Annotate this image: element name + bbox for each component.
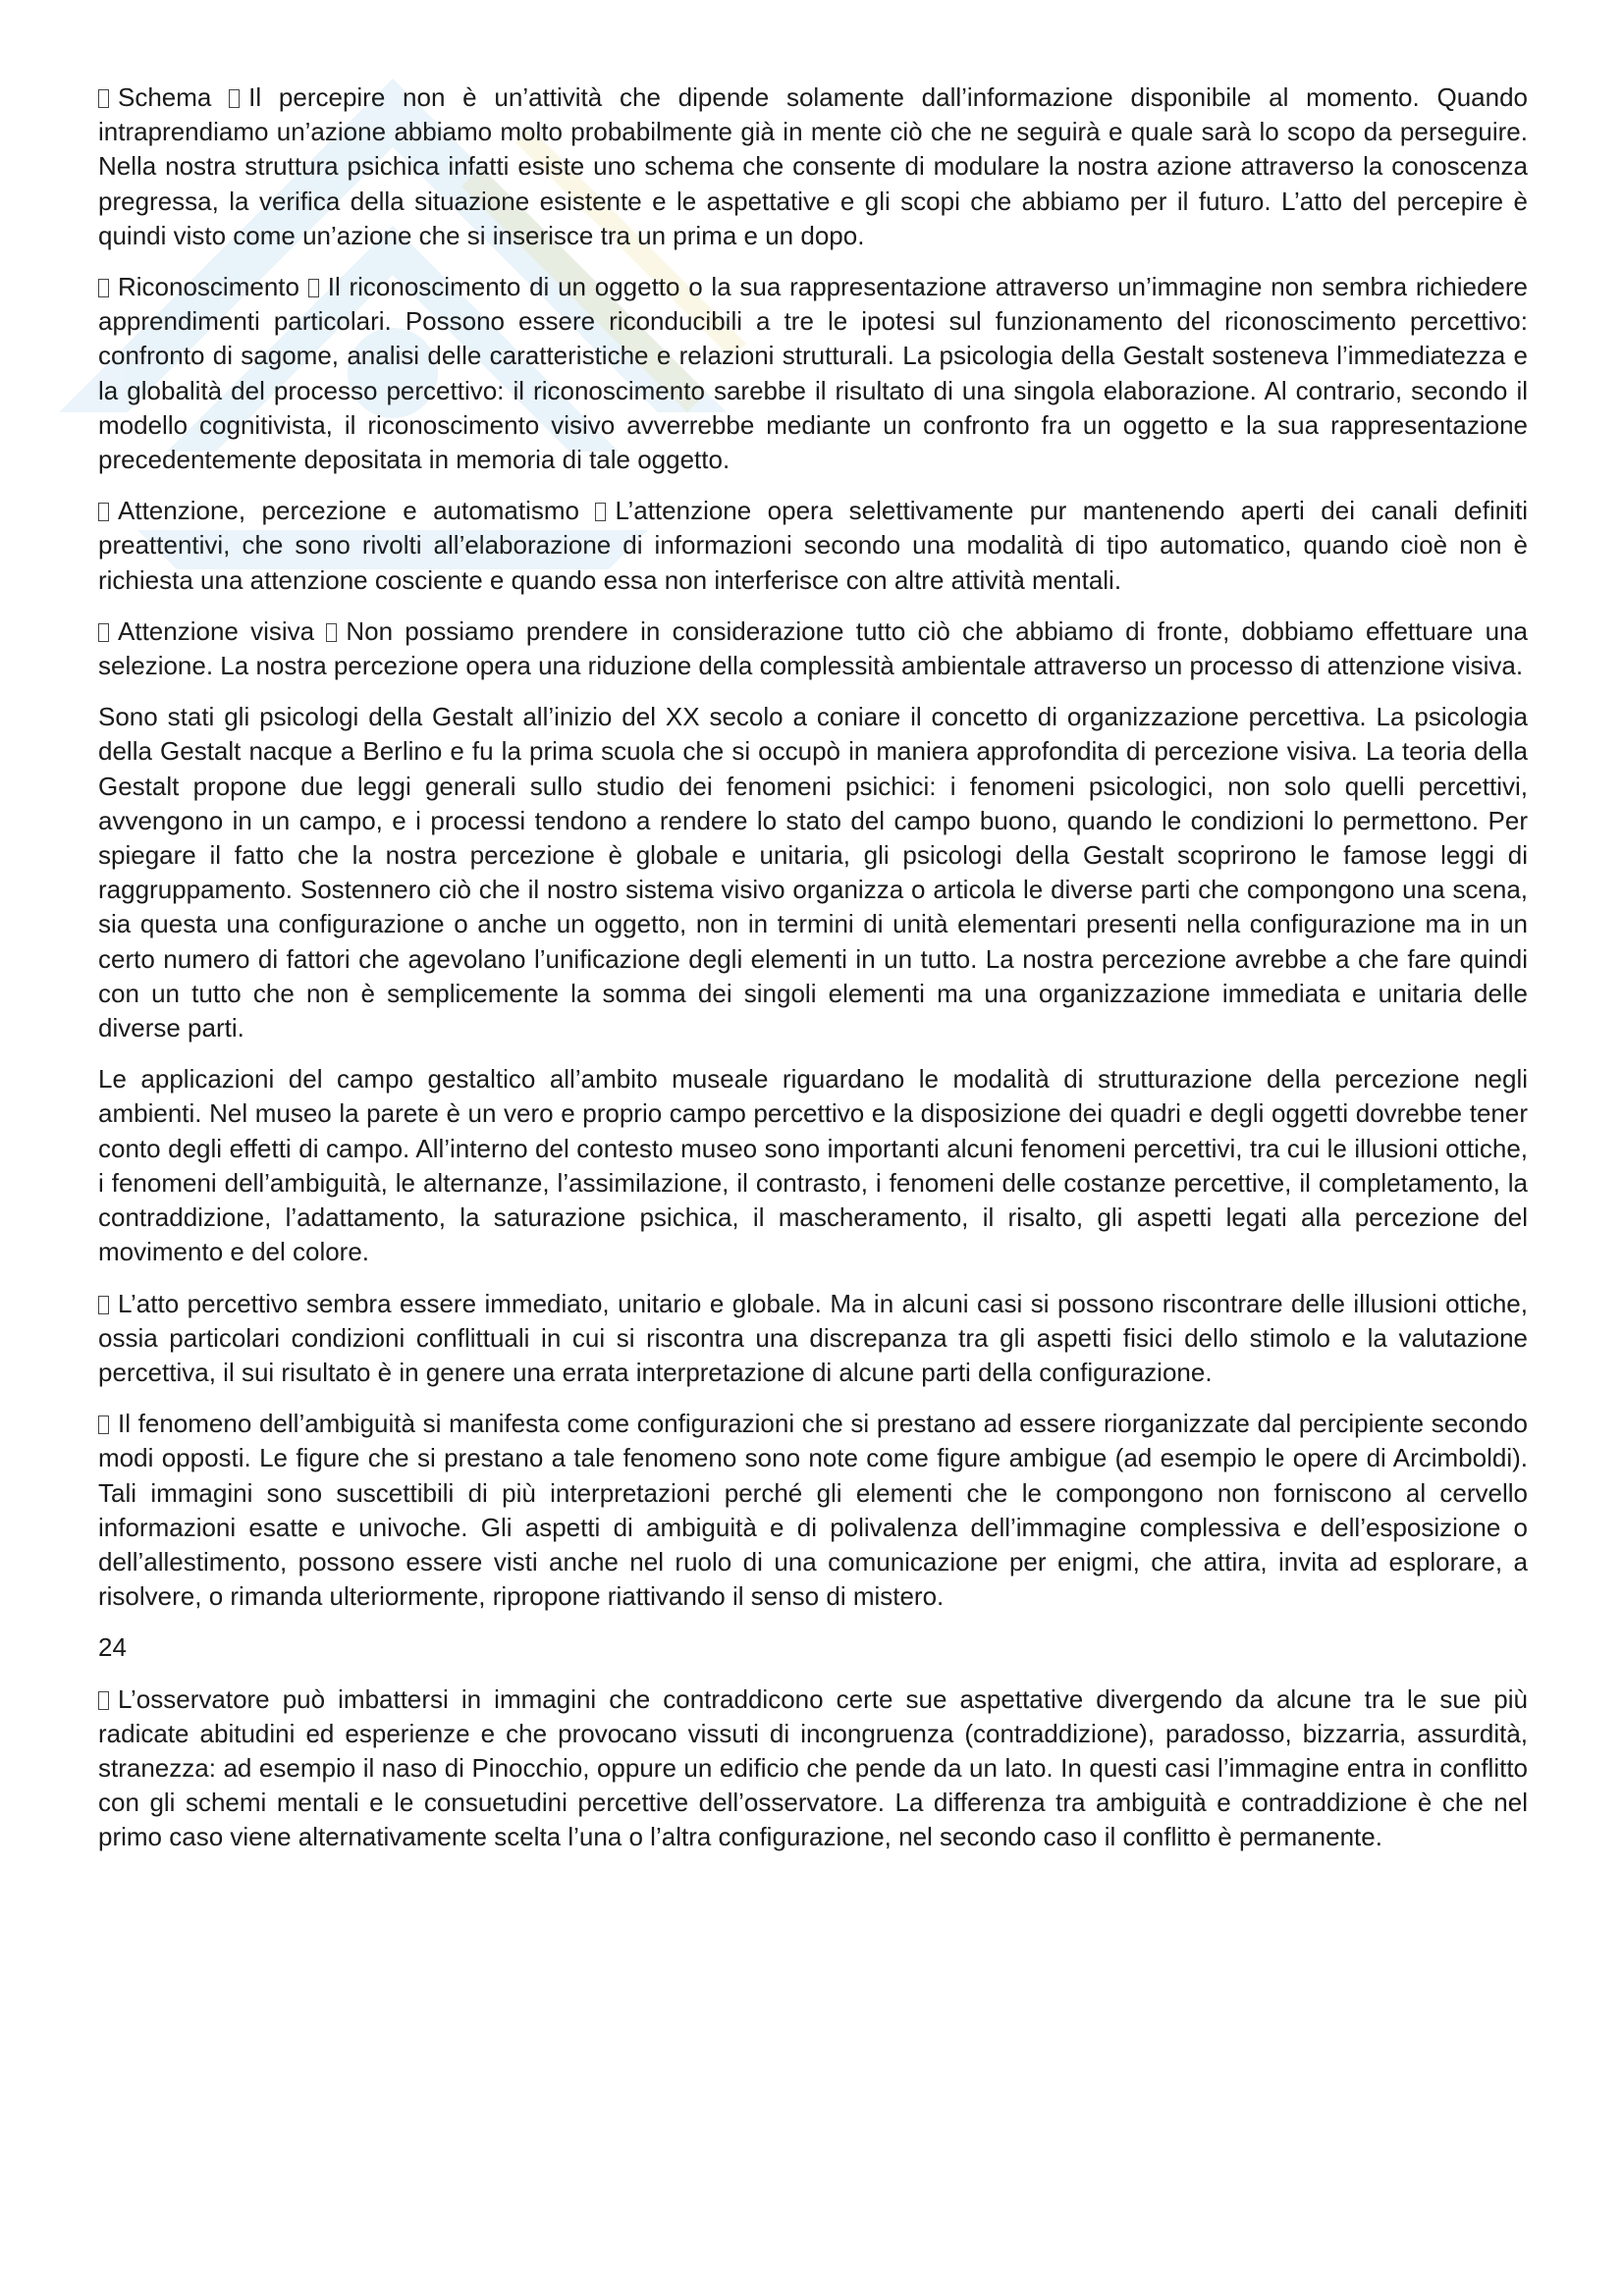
bullet-box-icon bbox=[229, 89, 240, 108]
paragraph-text: L’atto percettivo sembra essere immediato, unitario e globale. Ma in alcuni casi si possono riscontrare delle illusioni ottiche, ossia particolari condizioni conflittuali in cui si riscontra una discrepanza tra gli aspetti fisici dello stimolo e la valutazione percettiva, il sui risultato è in genere una errata interpretazione di alcune parti della configurazione. bbox=[98, 1288, 1528, 1387]
paragraph-attenzione-automatismo bbox=[98, 494, 1528, 598]
paragraph-title: Attenzione visiva bbox=[118, 615, 315, 646]
bullet-box-icon bbox=[98, 279, 109, 297]
paragraph-ambiguita bbox=[98, 1407, 1528, 1614]
paragraph-title: Riconoscimento bbox=[118, 272, 299, 302]
paragraph-title: Schema bbox=[118, 82, 212, 112]
paragraph-schema bbox=[98, 80, 1528, 253]
paragraph-text: L’osservatore può imbattersi in immagini che contraddicono certe sue aspettative divergendo da alcune tra le sue più radicate abitudini ed esperienze e che provocano vissuti di incongruenza (contraddizione), paradosso, bizzarria, assurdità, stranezza: ad esempio il naso di Pinocchio, oppure un edificio che pende da un lato. In questi casi l’immagine entra in conflitto con gli schemi mentali e le consuetudini percettive dell’osservatore. La differenza tra ambiguità e contraddizione è che nel primo caso viene alternativamente scelta l’una o l’altra configurazione, nel secondo caso il conflitto è permanente. bbox=[98, 1683, 1528, 1852]
paragraph-text: Il riconoscimento di un oggetto o la sua rappresentazione attraverso un’immagine non sembra richiedere apprendimenti particolari. Possono essere riconducibili a tre le ipotesi sul funzionamento del riconoscimento percettivo: confronto di sagome, analisi delle caratteristiche e relazioni strutturali. La psicologia della Gestalt sosteneva l’immediatezza e la globalità del processo percettivo: il riconoscimento sarebbe il risultato di una singola elaborazione. Al contrario, secondo il modello cognitivista, il riconoscimento visivo avverrebbe mediante un confronto fra un oggetto e la sua rappresentazione precedentemente depositata in memoria di tale oggetto. bbox=[98, 272, 1528, 475]
paragraph-illusioni bbox=[98, 1287, 1528, 1391]
paragraph-museo: Le applicazioni del campo gestaltico all’ambito museale riguardano le modalità di strutturazione della percezione negli ambienti. Nel museo la parete è un vero e proprio campo percettivo e la disposizione dei quadri e degli oggetti dovrebbe tener conto degli effetti di campo. All’interno del contesto museo sono importanti alcuni fenomeni percettivi, tra cui le illusioni ottiche, i fenomeni dell’ambiguità, le alternanze, l’assimilazione, il contrasto, i fenomeni delle costanze percettive, il completamento, la contraddizione, l’adattamento, la saturazione psichica, il mascheramento, il risalto, gli aspetti legati alla percezione del movimento e del colore. bbox=[98, 1064, 1528, 1267]
paragraph-text: L’attenzione opera selettivamente pur mantenendo aperti dei canali definiti preattentivi, che sono rivolti all’elaborazione di informazioni secondo una modalità di tipo automatico, quando cioè non è richiesta una attenzione cosciente e quando essa non interferisce con altre attività mentali. bbox=[98, 496, 1528, 595]
bullet-box-icon bbox=[98, 623, 109, 642]
paragraph-riconoscimento bbox=[98, 270, 1528, 477]
document-page bbox=[98, 80, 1528, 1872]
paragraph-text: Il fenomeno dell’ambiguità si manifesta come configurazioni che si prestano ad essere riorganizzate dal percipiente secondo modi opposti. Le figure che si prestano a tale fenomeno sono note come figure ambigue (ad esempio le opere di Arcimboldi). Tali immagini sono suscettibili di più interpretazioni perché gli elementi che le compongono non forniscono al cervello informazioni esatte e univoche. Gli aspetti di ambiguità e di polivalenza dell’immagine complessiva e dell’esposizione o dell’allestimento, possono essere visti anche nel ruolo di una comunicazione per enigmi, che attira, invita ad esplorare, a risolvere, o rimanda ulteriormente, ripropone riattivando il senso di mistero. bbox=[98, 1409, 1528, 1612]
bullet-box-icon bbox=[595, 503, 606, 521]
bullet-box-icon bbox=[98, 503, 109, 521]
bullet-box-icon bbox=[98, 1415, 109, 1434]
page-number: 24 bbox=[98, 1632, 127, 1663]
bullet-box-icon bbox=[98, 89, 109, 108]
bullet-box-icon bbox=[326, 623, 337, 642]
paragraph-text: Non possiamo prendere in considerazione tutto ciò che abbiamo di fronte, dobbiamo effettuare una selezione. La nostra percezione opera una riduzione della complessità ambientale attraverso un processo di attenzione visiva. bbox=[98, 615, 1529, 681]
paragraph-title: Attenzione, percezione e automatismo bbox=[118, 496, 579, 526]
paragraph-gestalt: Sono stati gli psicologi della Gestalt all’inizio del XX secolo a coniare il concetto di organizzazione percettiva. La psicologia della Gestalt nacque a Berlino e fu la prima scuola che si occupò in maniera approfondita di percezione visiva. La teoria della Gestalt propone due leggi generali sullo studio dei fenomeni psichici: i fenomeni psicologici, non solo quelli percettivi, avvengono in un campo, e i processi tendono a rendere lo stato del campo buono, quando le condizioni lo permettono. Per spiegare il fatto che la nostra percezione è globale e unitaria, gli psicologi della Gestalt scoprirono le famose leggi di raggruppamento. Sostennero ciò che il nostro sistema visivo organizza o articola le diverse parti che compongono una scena, sia questa una configurazione o anche un oggetto, non in termini di unità elementari presenti nella configurazione ma in un certo numero di fattori che agevolano l’unificazione degli elementi in un tutto. La nostra percezione avrebbe a che fare quindi con un tutto che non è semplicemente la somma dei singoli elementi ma una organizzazione immediata e unitaria delle diverse parti. bbox=[98, 702, 1528, 1043]
paragraph-contraddizione bbox=[98, 1682, 1528, 1855]
bullet-box-icon bbox=[98, 1691, 109, 1710]
bullet-box-icon bbox=[308, 279, 319, 297]
bullet-box-icon bbox=[98, 1296, 109, 1314]
paragraph-text: Il percepire non è un’attività che dipende solamente dall’informazione disponibile al momento. Quando intraprendiamo un’azione abbiamo molto probabilmente già in mente ciò che ne seguirà e quale sarà lo scopo da perseguire. Nella nostra struttura psichica infatti esiste uno schema che consente di modulare la nostra azione attraverso la conoscenza pregressa, la verifica della situazione esistente e le aspettative e gli scopi che abbiamo per il futuro. L’atto del percepire è quindi visto come un’azione che si inserisce tra un prima e un dopo. bbox=[98, 82, 1529, 250]
paragraph-attenzione-visiva bbox=[98, 614, 1528, 683]
